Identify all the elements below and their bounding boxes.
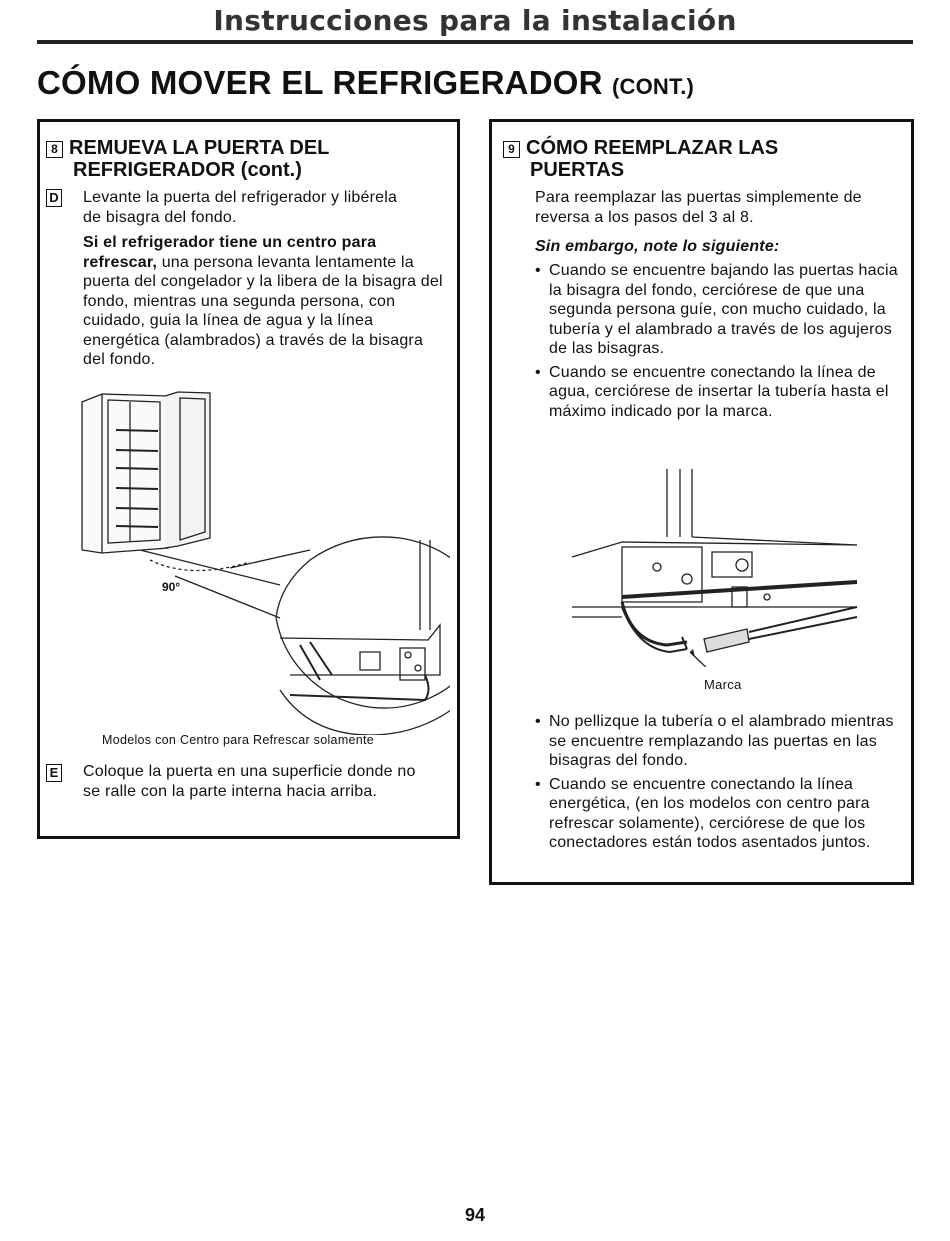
page-title xyxy=(37,64,694,102)
substep-d-marker: D xyxy=(46,189,62,207)
substep-d-detail xyxy=(83,233,443,370)
list-item: • Cuando se encuentre conectando la línea energética, (en los modelos con centro para refrescar solamente), cerciórese de que los conectadores están todos asentados juntos. xyxy=(535,775,900,853)
page-number: 94 xyxy=(464,1205,486,1225)
list-item: • Cuando se encuentre conectando la línea de agua, cerciórese de insertar la tubería hasta el máximo indicado por la marca. xyxy=(535,363,900,422)
step-9-bullets-b xyxy=(535,712,900,857)
step-9-note: Sin embargo, note lo siguiente: xyxy=(535,238,780,255)
substep-d-rest: una persona levanta lentamente la puerta del congelador y la libera de la bisagra del fondo, mientras una segunda persona, con cuidado, guia la línea de agua y la línea energética (alambrados) a través de la bisagra del fondo. xyxy=(83,253,443,368)
angle-label: 90° xyxy=(162,580,181,594)
step-9-title xyxy=(503,137,778,181)
page-title-main: CÓMO MOVER EL REFRIGERADOR xyxy=(37,64,603,101)
substep-e-marker: E xyxy=(46,764,62,782)
substep-d-bold-lead: Si el refrigerador tiene un centro para refrescar, xyxy=(83,234,377,271)
door-removal-illustration xyxy=(80,390,450,735)
step-9-intro: Para reemplazar las puertas simplemente de reversa a los pasos del 3 al 8. xyxy=(535,189,862,226)
step-9-number: 9 xyxy=(503,141,520,158)
section-header: Instrucciones para la instalación xyxy=(213,4,737,37)
step-8-box xyxy=(37,119,460,839)
list-item: • No pellizque la tubería o el alambrado mientras se encuentre remplazando las puertas en las bisagras del fondo. xyxy=(535,712,900,771)
step-8-number: 8 xyxy=(46,141,63,158)
step-9-title-line1: CÓMO REEMPLAZAR LAS xyxy=(526,137,779,159)
page-title-suffix: (CONT.) xyxy=(612,74,695,99)
step-8-title-line1: REMUEVA LA PUERTA DEL xyxy=(69,137,330,159)
step-8-title-line2: REFRIGERADOR (cont.) xyxy=(73,159,302,181)
step-8-title xyxy=(46,137,329,181)
step-9-bullets-a xyxy=(535,261,900,425)
step-9-title-line2: PUERTAS xyxy=(530,159,625,181)
substep-d-text: Levante la puerta del refrigerador y libérela de bisagra del fondo. xyxy=(83,189,398,226)
figure-8-caption: Modelos con Centro para Refrescar solamente xyxy=(102,733,375,747)
figure-9-label: Marca xyxy=(704,677,742,692)
step-9-box xyxy=(489,119,914,885)
list-item: • Cuando se encuentre bajando las puertas hacia la bisagra del fondo, cerciórese de que una segunda persona guíe, con mucho cuidado, la tubería y el alambrado a través de los agujeros de las bisagras. xyxy=(535,261,900,359)
substep-e-text: Coloque la puerta en una superficie donde no se ralle con la parte interna hacia arriba. xyxy=(83,763,416,800)
header-rule xyxy=(37,40,913,44)
hinge-tubing-illustration xyxy=(562,467,862,667)
